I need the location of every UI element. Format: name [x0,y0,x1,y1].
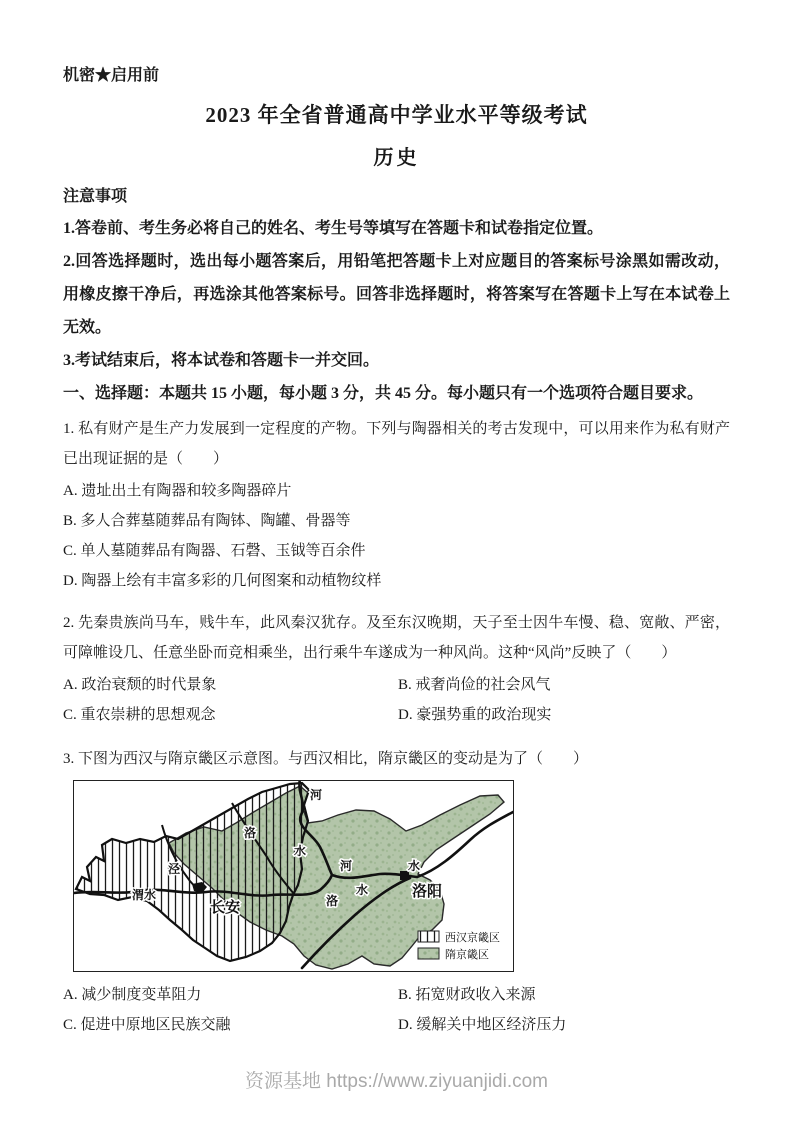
question-1-option-c: C. 单人墓随葬品有陶器、石磬、玉钺等百余件 [63,543,366,559]
footer-link[interactable]: 资源基地 https://www.ziyuanjidi.com [244,1071,549,1092]
river-label-jing: 泾 [168,862,181,876]
river-label-luo-north: 洛 [244,826,257,840]
river-label-shui-east: 水 [408,859,421,873]
question-1-option-a: A. 遗址出土有陶器和较多陶器碎片 [63,483,292,499]
notice-item-3: 3.考试结束后，将本试卷和答题卡一并交回。 [63,352,380,369]
capital-regions-map [74,781,513,971]
legend-label-han: 西汉京畿区 [445,932,500,944]
page-footer [0,1066,793,1093]
city-label-luoyang: 洛阳 [412,884,443,900]
city-label-changan: 长安 [210,900,241,916]
question-2-options [63,670,730,730]
question-3-options [63,980,730,1040]
question-3-option-b: B. 拓宽财政收入来源 [398,987,536,1003]
map-figure [73,780,514,972]
question-1-options [63,476,730,596]
confidential-marking: 机密★启用前 [63,67,160,84]
notice-item-2: 2.回答选择题时，选出每小题答案后，用铅笔把答题卡上对应题目的答案标号涂黑如需改动，用橡皮擦干净后，再选涂其他答案标号。回答非选择题时，将答案写在答题卡上写在本试卷上无效。 [63,253,730,336]
river-label-shui-north: 水 [294,844,307,858]
question-2-stem: 2. 先秦贵族尚马车，贱牛车，此风秦汉犹存。及至东汉晚期，天子至士因牛车慢、稳、宽敞、严密，可障帷设几、任意坐卧而竞相乘坐，出行乘牛车遂成为一种风尚。这种“风尚”反映了（ ） [63,615,730,661]
legend-swatch-han-hatch [418,931,439,942]
exam-title: 2023 年全省普通高中学业水平等级考试 [205,103,588,127]
question-2-option-d: D. 豪强势重的政治现实 [398,707,552,723]
question-3-option-c: C. 促进中原地区民族交融 [63,1017,231,1033]
question-2-option-b: B. 戒奢尚俭的社会风气 [398,677,551,693]
river-label-weishui: 渭水 [132,888,157,902]
question-1-stem: 1. 私有财产是生产力发展到一定程度的产物。下列与陶器相关的考古发现中，可以用来作为私有财产已出现证据的是（ ） [63,421,730,467]
han-region-shape [76,783,309,961]
river-label-shui-south: 水 [356,883,369,897]
legend-label-sui: 隋京畿区 [445,949,489,961]
notice-section [63,182,730,377]
question-3-stem: 3. 下图为西汉与隋京畿区示意图。与西汉相比，隋京畿区的变动是为了（ ） [63,751,589,767]
section-heading: 一、选择题：本题共 15 小题，每小题 3 分，共 45 分。每小题只有一个选项符合题目要求。 [63,385,704,402]
legend-swatch-sui [418,948,439,959]
subject-title: 历史 [373,147,420,169]
river-label-luo-south: 洛 [326,894,339,908]
question-2-option-a: A. 政治衰颓的时代景象 [63,677,217,693]
question-1-option-b: B. 多人合葬墓随葬品有陶钵、陶罐、骨器等 [63,513,351,529]
question-2 [63,608,730,730]
question-2-option-c: C. 重农崇耕的思想观念 [63,707,216,723]
river-label-he-east: 河 [340,859,353,873]
river-label-he-north: 河 [310,788,323,802]
question-3-option-a: A. 减少制度变革阻力 [63,987,202,1003]
notice-item-1: 1.答卷前、考生务必将自己的姓名、考生号等填写在答题卡和试卷指定位置。 [63,220,604,237]
question-1 [63,414,730,596]
question-3-option-d: D. 缓解关中地区经济压力 [398,1017,567,1033]
map-legend [418,930,500,961]
question-1-option-d: D. 陶器上绘有丰富多彩的几何图案和动植物纹样 [63,573,382,589]
question-3 [63,744,730,1040]
notice-heading: 注意事项 [63,188,128,205]
